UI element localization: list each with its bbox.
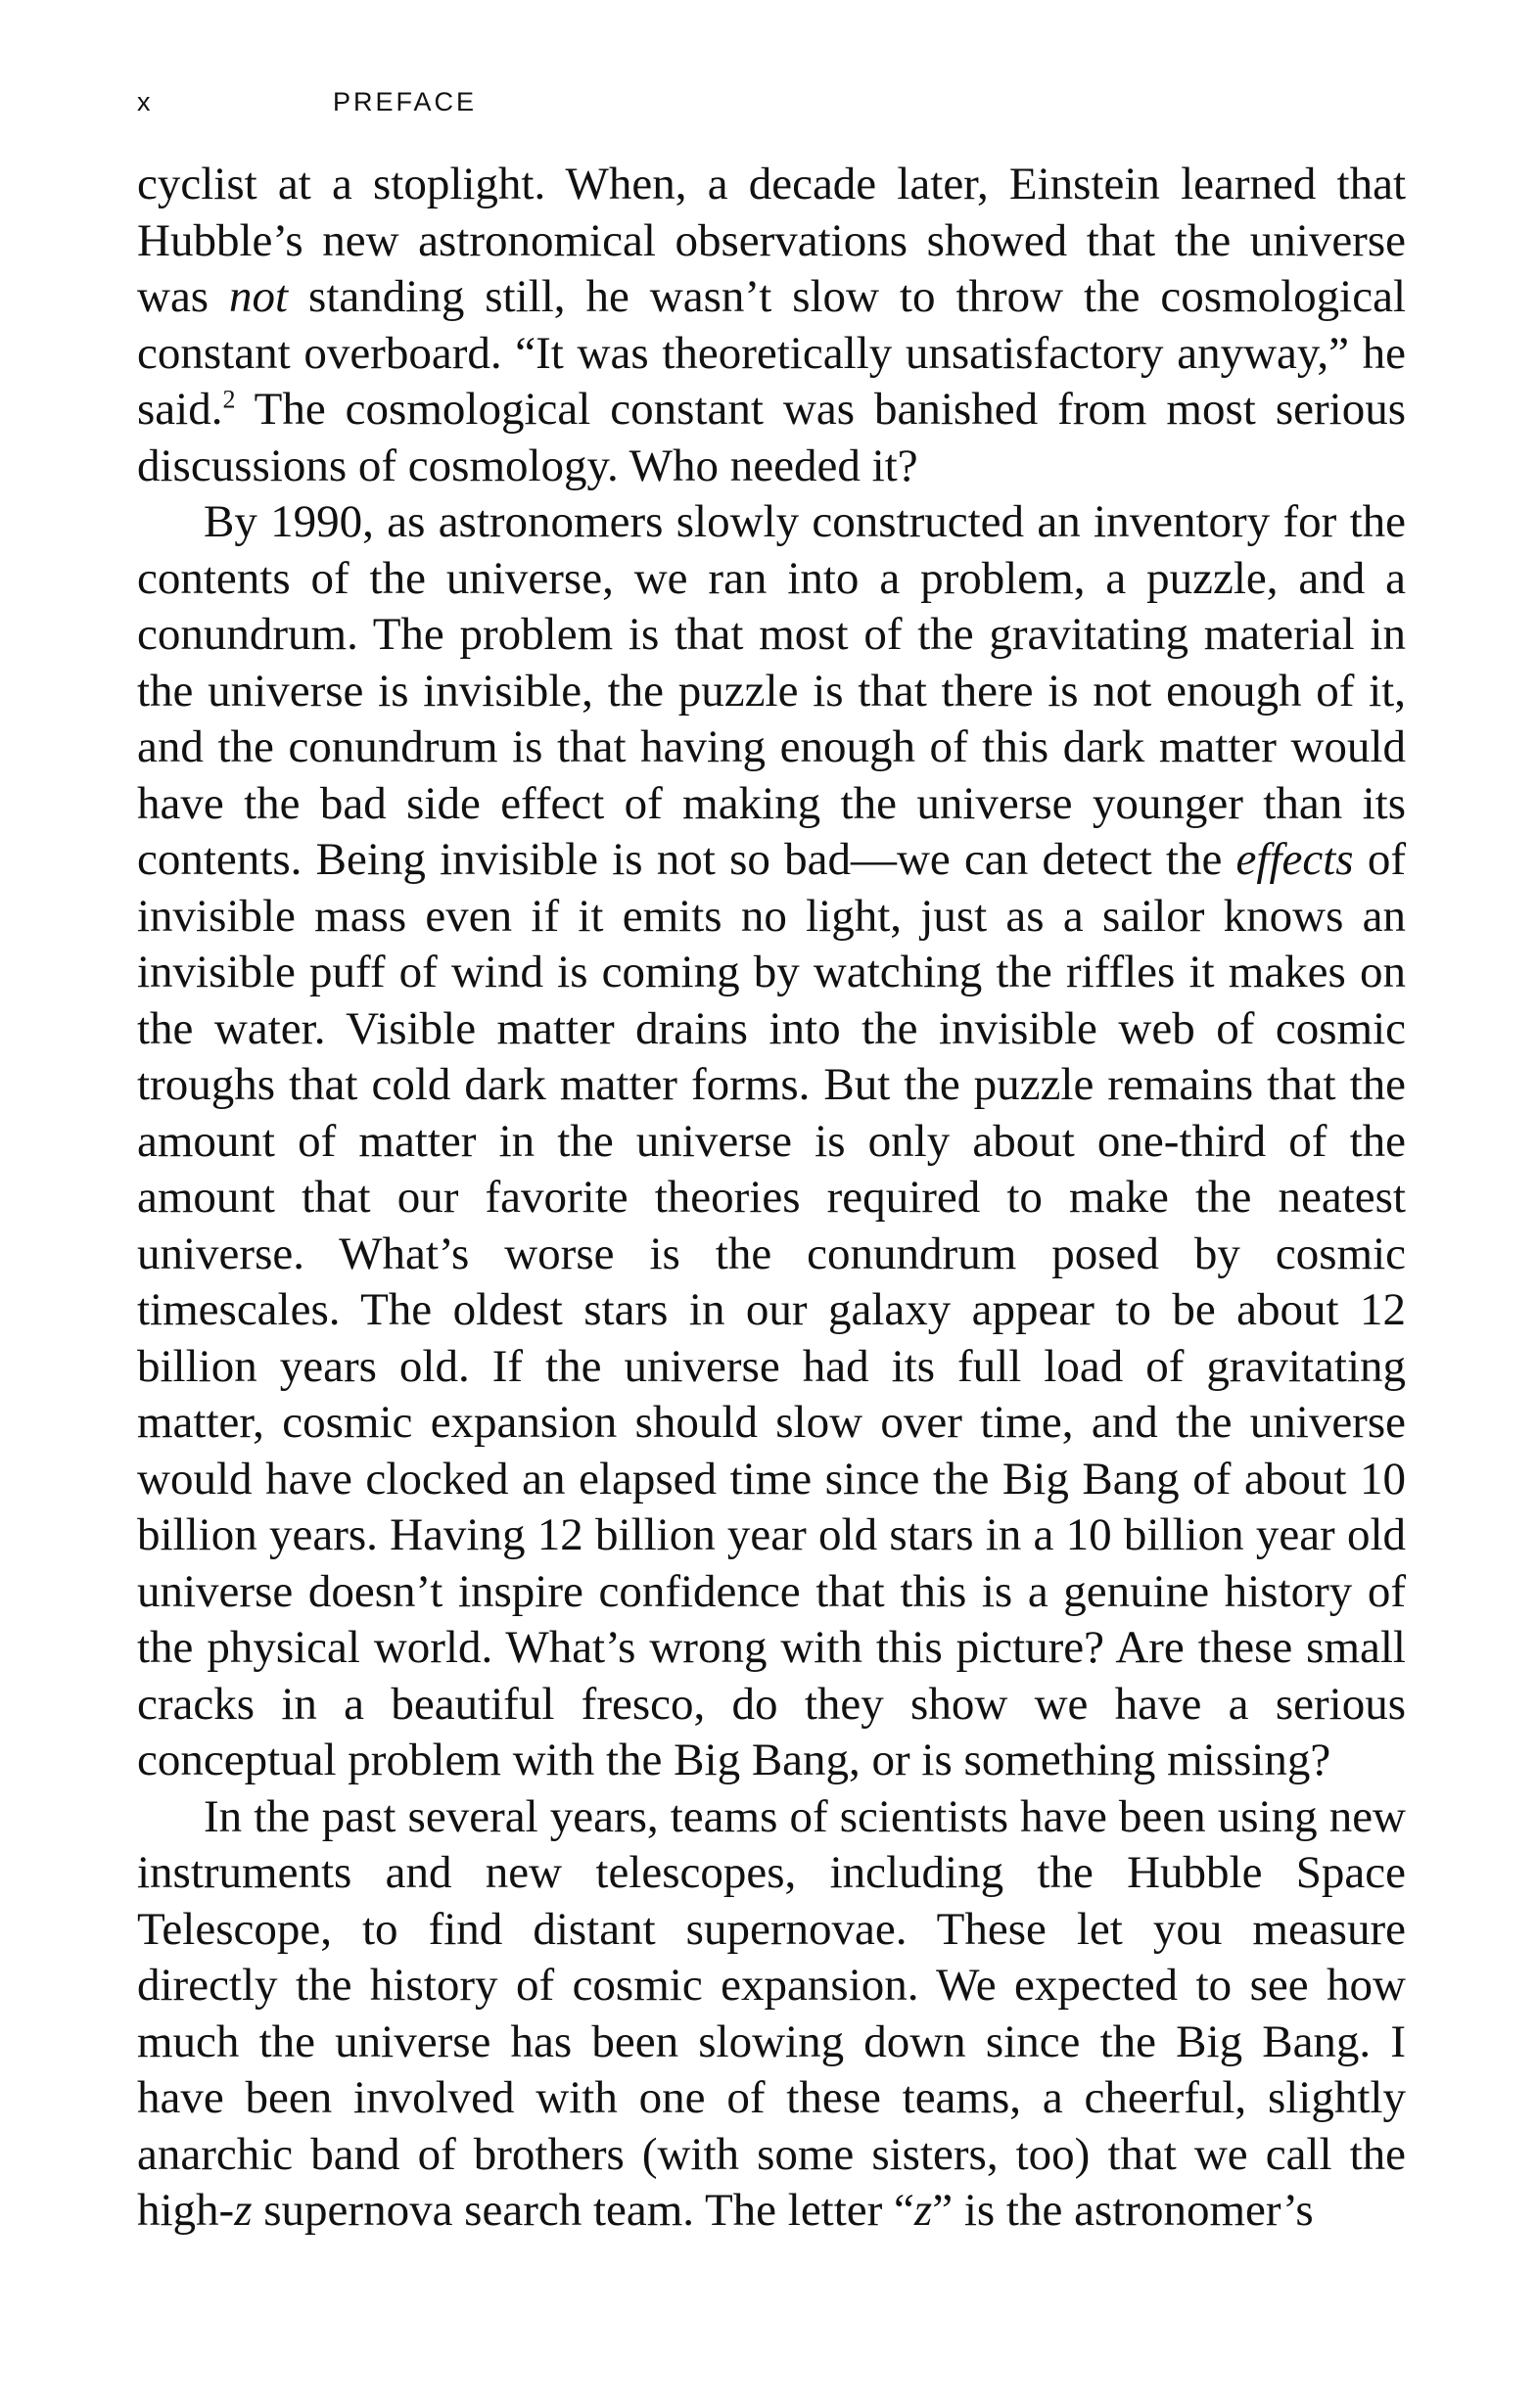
text-run: standing still, he wasn’t slow to throw the cosmological constant overboard. “It was theoretically unsatisfactory anyway,” he said. [137, 271, 1406, 435]
text-run: The cosmological constant was banished from most serious discussions of cosmology. Who needed it? [137, 384, 1406, 491]
text-run: cyclist at a stoplight. When, a decade later, Einstein learned that Hubble’s new astronomical observations showed that the universe was [137, 159, 1406, 322]
paragraph-1 [137, 157, 1406, 494]
text-run: supernova search team. The letter “ [252, 2185, 914, 2236]
text-run: ” is the astronomer’s [932, 2185, 1314, 2236]
text-run: In the past several years, teams of scientists have been using new instruments and new telescopes, including the Hubble Space Telescope, to find distant supernovae. These let you measure directly the history of cosmic expansion. We expected to see how much the universe has been slowing down since the Big Bang. I have been involved with one of these teams, a cheerful, slightly anarchic band of brothers (with some sisters, too) that we call the high- [137, 1790, 1406, 2236]
page-number: x [137, 86, 154, 116]
body-text [137, 157, 1406, 2240]
text-run: By 1990, as astronomers slowly constructed an inventory for the contents of the universe, we ran into a problem, a puzzle, and a conundrum. The problem is that most of the gravitating material in the universe is invisible, the puzzle is that there is not enough of it, and the conundrum is that having enough of this dark matter would have the bad side effect of making the universe younger than its contents. Being invisible is not so bad—we can detect the [137, 496, 1406, 885]
emphasis: z [913, 2185, 933, 2236]
paragraph-2 [137, 494, 1406, 1789]
emphasis: effects [1235, 834, 1354, 885]
section-title: PREFACE [333, 86, 478, 116]
footnote-ref[interactable]: 2 [222, 385, 236, 414]
paragraph-3 [137, 1789, 1406, 2240]
emphasis: not [229, 271, 289, 322]
text-run: of invisible mass even if it emits no light, just as a sailor knows an invisible puff of wind is coming by watching the riffles it makes on the water. Visible matter drains into the invisible web of cosmic troughs that cold dark matter forms. But the puzzle remains that the amount of matter in the universe is only about one-third of the amount that our favorite theories required to make the neatest universe. What’s worse is the conundrum posed by cosmic timescales. The oldest stars in our galaxy appear to be about 12 billion years old. If the universe had its full load of gravitating matter, cosmic expansion should slow over time, and the universe would have clocked an elapsed time since the Big Bang of about 10 billion years. Having 12 billion year old stars in a 10 billion year old universe doesn’t inspire confidence that this is a genuine history of the physical world. What’s wrong with this picture? Are these small cracks in a beautiful fresco, do they show we have a serious conceptual problem with the Big Bang, or is something missing? [137, 834, 1406, 1785]
running-head [137, 82, 477, 121]
emphasis: z [234, 2185, 253, 2236]
